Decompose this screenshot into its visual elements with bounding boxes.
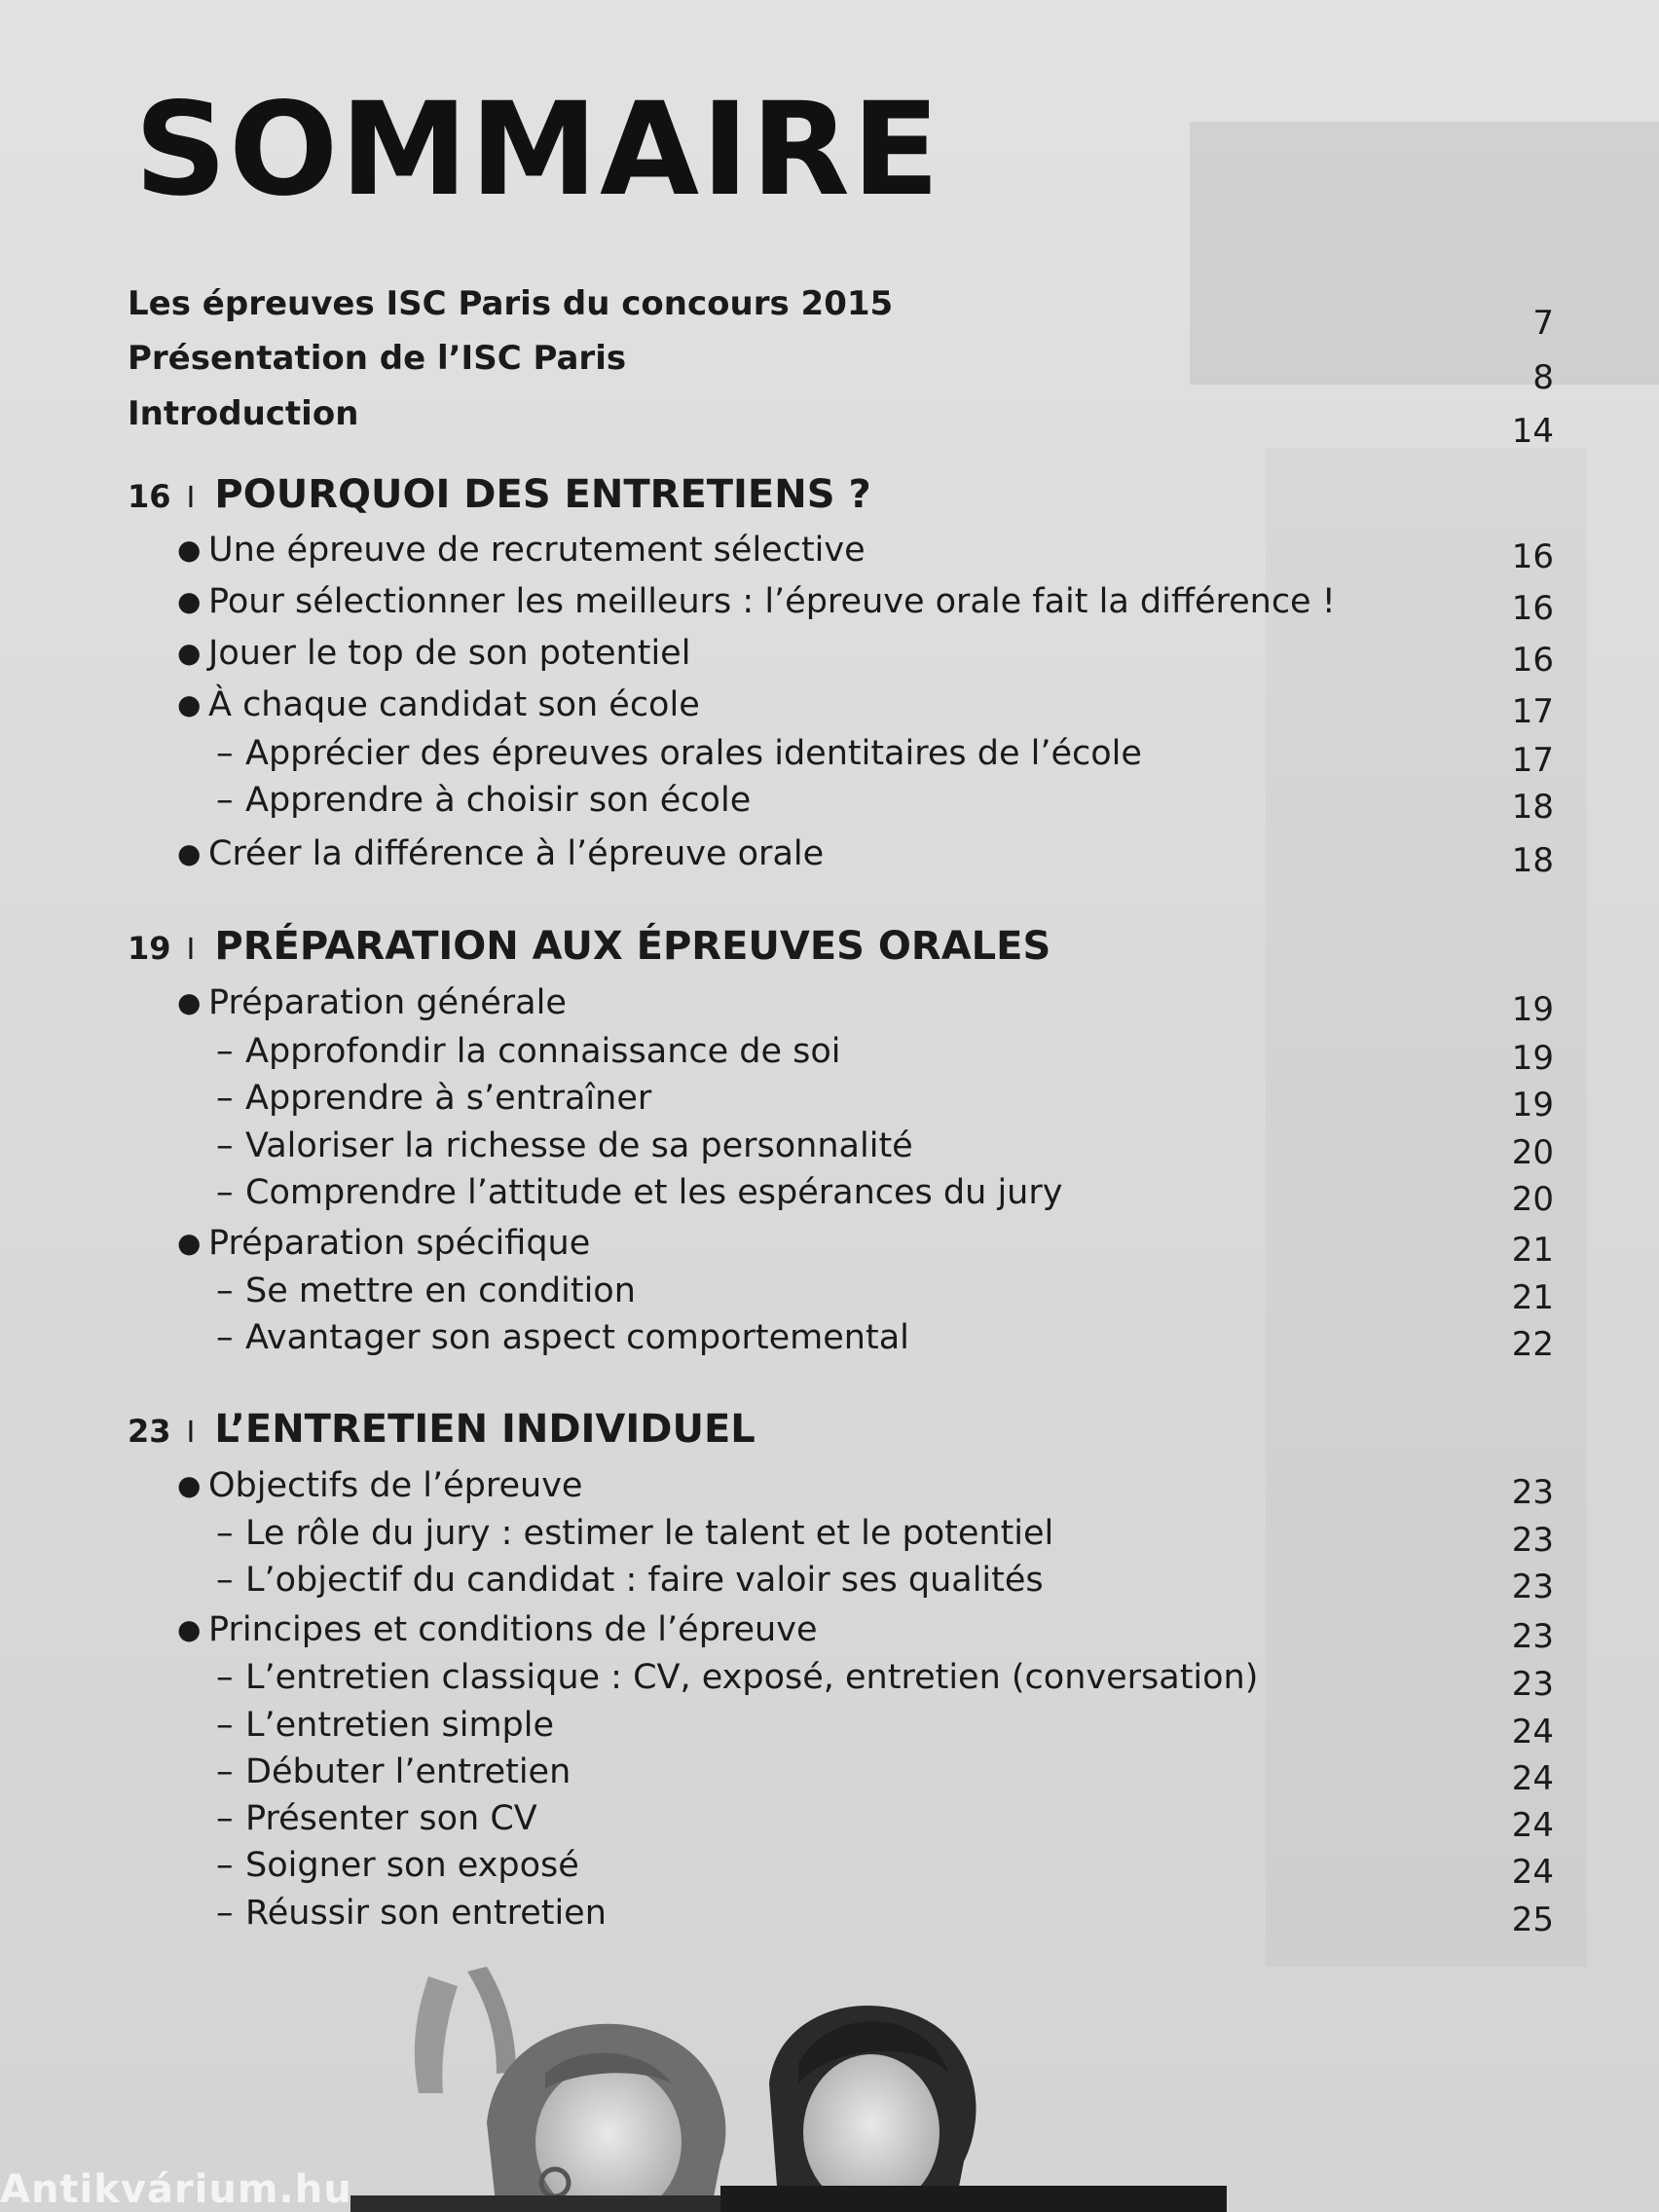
toc-page-number: 22: [1511, 1325, 1554, 1364]
entry-label: Comprendre l’attitude et les espérances du jury: [245, 1173, 1063, 1212]
section-title: L’ENTRETIEN INDIVIDUEL: [214, 1407, 756, 1452]
toc-page-number: 17: [1511, 741, 1554, 780]
toc-sub-entry: [216, 1894, 607, 1933]
toc-sub-entry: [216, 1752, 571, 1791]
toc-intro-entry: Présentation de l’ISC Paris: [128, 339, 627, 378]
section-page-number: 16: [128, 478, 171, 515]
students-photo: [350, 1967, 1227, 2212]
toc-page-number: 16: [1511, 589, 1554, 628]
dash-icon: –: [216, 1799, 234, 1838]
section-page-number: 23: [128, 1413, 171, 1450]
entry-label: Apprendre à s’entraîner: [245, 1079, 652, 1118]
section-separator: I: [186, 1416, 196, 1450]
show-through-block: [1190, 122, 1659, 385]
toc-sub-entry: [216, 1514, 1054, 1553]
bullet-icon: ●: [177, 837, 202, 869]
dash-icon: –: [216, 1706, 234, 1745]
entry-label: L’entretien simple: [245, 1706, 555, 1745]
entry-label: Le rôle du jury : estimer le talent et le potentiel: [245, 1514, 1054, 1553]
toc-sub-entry: [216, 1799, 537, 1838]
bullet-icon: ●: [177, 637, 202, 669]
toc-page-number: 7: [1532, 304, 1554, 343]
toc-page-number: 18: [1511, 841, 1554, 880]
entry-label: Présenter son CV: [245, 1799, 537, 1838]
toc-sub-entry: [216, 781, 752, 820]
section-page-number: 19: [128, 930, 171, 967]
entry-label: Objectifs de l’épreuve: [208, 1466, 583, 1505]
toc-sub-entry: [216, 1706, 555, 1745]
toc-page-number: 24: [1511, 1759, 1554, 1798]
toc-page-number: 21: [1511, 1231, 1554, 1270]
toc-page-number: 20: [1511, 1133, 1554, 1172]
toc-bullet-entry: [177, 1466, 583, 1505]
toc-sub-entry: [216, 1658, 1259, 1697]
toc-page-number: 17: [1511, 692, 1554, 731]
toc-sub-entry: [216, 1173, 1063, 1212]
toc-page-number: 23: [1511, 1665, 1554, 1704]
entry-label: Jouer le top de son potentiel: [208, 634, 691, 673]
entry-label: Une épreuve de recrutement sélective: [208, 531, 866, 570]
dash-icon: –: [216, 1658, 234, 1697]
toc-page-number: 24: [1511, 1713, 1554, 1751]
dash-icon: –: [216, 1079, 234, 1118]
toc-page-number: 16: [1511, 641, 1554, 680]
toc-intro-entry: Introduction: [128, 394, 359, 433]
entry-label: À chaque candidat son école: [208, 685, 700, 724]
toc-bullet-entry: [177, 582, 1336, 621]
toc-section-heading: [128, 1406, 756, 1456]
dash-icon: –: [216, 1272, 234, 1310]
toc-page-number: 25: [1511, 1900, 1554, 1939]
section-title: PRÉPARATION AUX ÉPREUVES ORALES: [214, 924, 1051, 969]
toc-page-number: 14: [1511, 412, 1554, 451]
dash-icon: –: [216, 781, 234, 820]
watermark: Antikvárium.hu: [0, 2167, 352, 2212]
dash-icon: –: [216, 1126, 234, 1165]
bullet-icon: ●: [177, 688, 202, 720]
toc-sub-entry: [216, 1846, 579, 1885]
toc-sub-entry: [216, 1318, 909, 1357]
entry-label: Créer la différence à l’épreuve orale: [208, 834, 825, 873]
toc-bullet-entry: [177, 685, 700, 724]
page-title: SOMMAIRE: [134, 75, 942, 225]
bullet-icon: ●: [177, 585, 202, 617]
toc-bullet-entry: [177, 1224, 591, 1263]
toc-intro-entry: Les épreuves ISC Paris du concours 2015: [128, 284, 894, 323]
toc-page-number: 20: [1511, 1180, 1554, 1219]
toc-page-number: 19: [1511, 1039, 1554, 1078]
section-title: POURQUOI DES ENTRETIENS ?: [214, 472, 871, 517]
entry-label: Préparation spécifique: [208, 1224, 591, 1263]
toc-page-number: 8: [1532, 358, 1554, 397]
toc-page-number: 16: [1511, 537, 1554, 576]
bullet-icon: ●: [177, 1469, 202, 1501]
toc-page-number: 24: [1511, 1853, 1554, 1892]
toc-page-number: 19: [1511, 990, 1554, 1029]
dash-icon: –: [216, 1561, 234, 1600]
entry-label: Apprendre à choisir son école: [245, 781, 752, 820]
entry-label: Préparation générale: [208, 983, 567, 1022]
dash-icon: –: [216, 1846, 234, 1885]
entry-label: L’entretien classique : CV, exposé, entretien (conversation): [245, 1658, 1259, 1697]
toc-sub-entry: [216, 734, 1142, 773]
bullet-icon: ●: [177, 986, 202, 1018]
toc-page-number: 24: [1511, 1806, 1554, 1845]
toc-page-number: 23: [1511, 1567, 1554, 1606]
entry-label: Soigner son exposé: [245, 1846, 579, 1885]
entry-label: Se mettre en condition: [245, 1272, 636, 1310]
toc-page-number: 19: [1511, 1086, 1554, 1124]
toc-page-number: 21: [1511, 1278, 1554, 1317]
toc-sub-entry: [216, 1032, 841, 1071]
toc-bullet-entry: [177, 634, 691, 673]
dash-icon: –: [216, 1752, 234, 1791]
toc-bullet-entry: [177, 531, 866, 570]
toc-bullet-entry: [177, 983, 567, 1022]
bullet-icon: ●: [177, 1613, 202, 1645]
dash-icon: –: [216, 1032, 234, 1071]
entry-label: Débuter l’entretien: [245, 1752, 571, 1791]
toc-page-number: 23: [1511, 1617, 1554, 1656]
entry-label: Approfondir la connaissance de soi: [245, 1032, 841, 1071]
bullet-icon: ●: [177, 1227, 202, 1259]
dash-icon: –: [216, 1318, 234, 1357]
dash-icon: –: [216, 1514, 234, 1553]
dash-icon: –: [216, 1173, 234, 1212]
toc-page-number: 23: [1511, 1521, 1554, 1560]
toc-page-number: 18: [1511, 788, 1554, 827]
entry-label: Pour sélectionner les meilleurs : l’épreuve orale fait la différence !: [208, 582, 1336, 621]
entry-label: L’objectif du candidat : faire valoir ses qualités: [245, 1561, 1044, 1600]
entry-label: Réussir son entretien: [245, 1894, 607, 1933]
section-separator: I: [186, 933, 196, 967]
entry-label: Apprécier des épreuves orales identitaires de l’école: [245, 734, 1142, 773]
bullet-icon: ●: [177, 534, 202, 566]
toc-sub-entry: [216, 1126, 913, 1165]
section-separator: I: [186, 481, 196, 515]
toc-sub-entry: [216, 1272, 636, 1310]
toc-bullet-entry: [177, 834, 825, 873]
toc-sub-entry: [216, 1561, 1044, 1600]
entry-label: Avantager son aspect comportemental: [245, 1318, 909, 1357]
toc-sub-entry: [216, 1079, 652, 1118]
entry-label: Valoriser la richesse de sa personnalité: [245, 1126, 913, 1165]
entry-label: Principes et conditions de l’épreuve: [208, 1610, 818, 1649]
toc-page-number: 23: [1511, 1473, 1554, 1512]
toc-section-heading: [128, 923, 1051, 974]
dash-icon: –: [216, 734, 234, 773]
toc-section-heading: [128, 471, 871, 522]
dash-icon: –: [216, 1894, 234, 1933]
toc-bullet-entry: [177, 1610, 818, 1649]
